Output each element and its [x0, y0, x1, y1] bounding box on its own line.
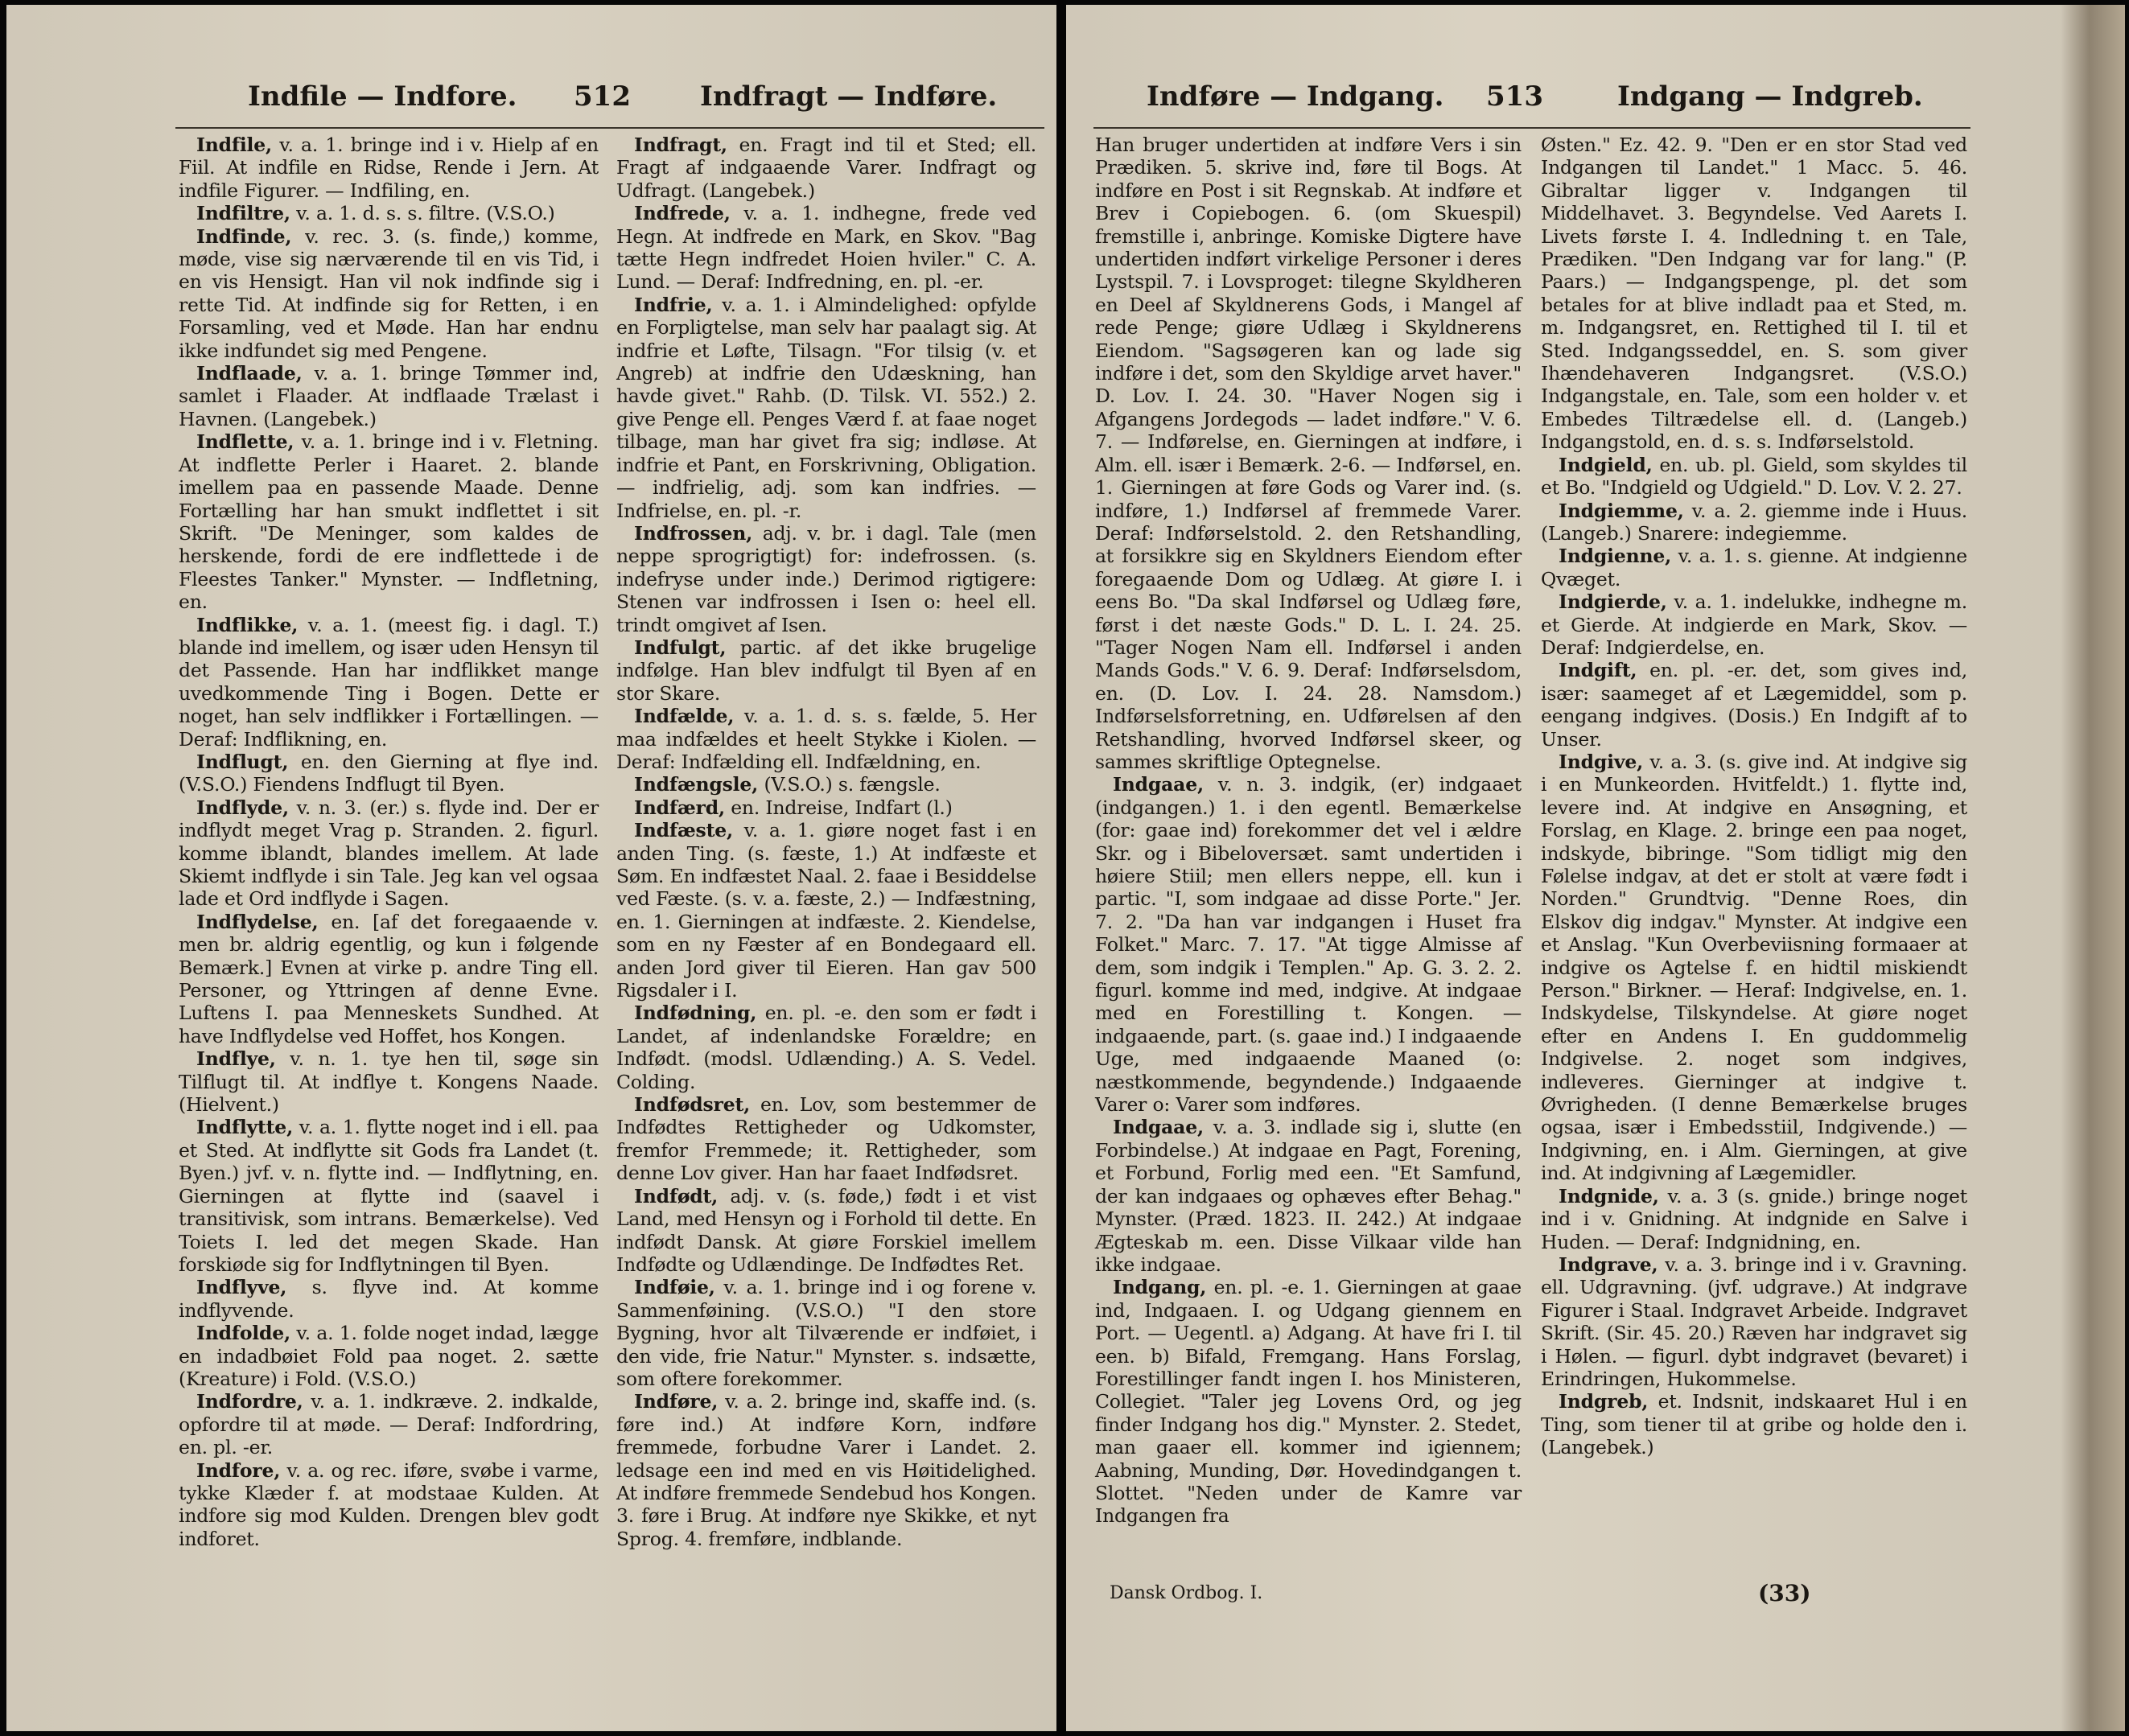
entry-definition: v. a. 1. i Almindelighed: opfylde en Forpligtelse, man selv har paalagt sig. At indfrie et Løfte, Tilsagn. "For tilsig (v. et Angreb) at indfrie den Udæskning, han havde givet." Rahb. (D. Tilsk. VI. 552.) 2. give Penge ell. Penges Værd f. at faae noget tilbage, man har givet fra sig; indløse. At indfrie et Pant, en Forskrivning, Obligation. — indfrielig, adj. som kan indfries. — Indfrielse, en. pl. -r. [616, 293, 1036, 522]
entry-headword: Indfrossen, [634, 521, 753, 545]
dictionary-entry [1541, 500, 1967, 545]
dictionary-entry [1541, 1253, 1967, 1390]
entry-headword: Indfrie, [634, 293, 713, 316]
entry-definition: v. a. 1. (meest fig. i dagl. T.) blande ind imellem, og især uden Hensyn til det Passende. Han har indflikket mange uvedkommende Ting i Bogen. Dette er noget, han selv indflikker i Fortællingen. — Deraf: Indflikning, en. [179, 613, 599, 751]
entry-headword: Indgift, [1559, 659, 1637, 682]
entry-definition: en. pl. -e. den som er født i Landet, af indenlandske Forældre; en Indfødt. (modsl. Udlænding.) A. S. Vedel. Colding. [616, 1002, 1036, 1093]
entry-definition: v. a. 2. bringe ind, skaffe ind. (s. føre ind.) At indføre Korn, indføre fremmede, forbudne Varer i Landet. 2. ledsage een ind med en vis Høitidelighed. At indføre fremmede Sendebud hos Kongen. 3. føre i Brug. At indføre nye Skikke, et nyt Sprog. 4. fremføre, indblande. [616, 1390, 1036, 1550]
sheet-folio: (33) [1758, 1580, 1811, 1606]
entry-definition: v. a. og rec. iføre, svøbe i varme, tykke Klæder f. at modstaae Kulden. At indfore sig mod Kulden. Drengen blev godt indforet. [179, 1458, 599, 1550]
entry-headword: Indflye, [196, 1047, 276, 1071]
left-page-header [6, 80, 1056, 129]
entry-headword: Indgienne, [1559, 545, 1672, 568]
entry-headword: Indfore, [196, 1458, 281, 1482]
dictionary-entry [616, 705, 1036, 773]
entry-headword: Indfolde, [196, 1322, 290, 1345]
dictionary-entry [1541, 659, 1967, 751]
entry-headword: Indfærd, [634, 796, 725, 819]
right-page-column-1 [1095, 134, 1522, 1528]
entry-definition: en. den Gierning at flye ind. (V.S.O.) Fiendens Indflugt til Byen. [179, 750, 599, 796]
dictionary-entry [616, 1390, 1036, 1550]
dictionary-entry [1541, 1390, 1967, 1458]
entry-definition: v. a. 1. bringe ind i v. Hielp af en Fiil. At indfile en Ridse, Rende i Jern. At indfile Figurer. — Indfiling, en. [179, 134, 599, 202]
entry-definition: en. Fragt ind til et Sted; ell. Fragt af indgaaende Varer. Indfragt og Udfragt. (Langebek.) [616, 134, 1036, 202]
entry-definition: v. a. 3. indlade sig i, slutte (en Forbindelse.) At indgaae en Pagt, Forening, et Forbund, Forlig med een. "Et Samfund, der kan indgaaes og ophæves efter Behag." Mynster. (Præd. 1823. II. 242.) At indgaae Ægteskab m. een. Disse Vilkaar vilde han ikke indgaae. [1095, 1116, 1522, 1276]
entry-headword: Indflette, [196, 430, 294, 454]
dictionary-entry [1095, 1116, 1522, 1276]
dictionary-entry [179, 1459, 599, 1551]
dictionary-entry [616, 134, 1036, 202]
left-page-column-2 [616, 134, 1036, 1550]
entry-definition: v. a. 3. bringe ind i v. Gravning. ell. Udgravning. (jvf. udgrave.) At indgrave Figurer i Staal. Indgravet Arbeide. Indgravet Skrift. (Sir. 45. 20.) Ræven har indgravet sig i Hølen. — figurl. dybt indgravet (bevaret) i Erindringen, Hukommelse. [1541, 1253, 1967, 1390]
entry-headword: Indføie, [634, 1276, 715, 1299]
signature-line: Dansk Ordbog. I. [1110, 1583, 1263, 1603]
right-header-guide-left: Indføre — Indgang. [1147, 80, 1444, 113]
entry-definition: partic. af det ikke brugelige indfølge. Han blev indfulgt til Byen af en stor Skare. [616, 636, 1036, 705]
dictionary-entry [616, 1093, 1036, 1185]
entry-headword: Indfødsret, [634, 1093, 751, 1117]
entry-headword: Indgaae, [1113, 773, 1204, 796]
dictionary-entry [179, 1276, 599, 1322]
right-header-guide-right: Indgang — Indgreb. [1617, 80, 1923, 113]
left-page [6, 5, 1056, 1731]
dictionary-entry [616, 522, 1036, 636]
dictionary-entry [1541, 590, 1967, 659]
entry-headword: Indfæste, [634, 819, 733, 842]
entry-definition: v. a. 1. bringe ind i og forene v. Sammenføining. (V.S.O.) "I den store Bygning, hvor alt Tilværende er indføiet, i den vide, frie Natur." Mynster. s. indsætte, som oftere forekommer. [616, 1276, 1036, 1390]
dictionary-entry [1095, 1276, 1522, 1527]
entry-definition: v. a. 1. indhegne, frede ved Hegn. At indfrede en Mark, en Skov. "Bag tætte Hegn indfredet Hoien hviler." C. A. Lund. — Deraf: Indfredning, en. pl. -er. [616, 202, 1036, 294]
entry-headword: Indgang, [1113, 1276, 1207, 1299]
dictionary-entry [1541, 545, 1967, 590]
dictionary-entry [1541, 1185, 1967, 1253]
entry-definition: adj. v. br. i dagl. Tale (men neppe sprogrigtigt) for: indefrossen. (s. indefryse under inde.) Derimod rigtigere: Stenen var indfrossen i Isen o: heel ell. trindt omgivet af Isen. [616, 521, 1036, 636]
entry-headword: Indfinde, [196, 224, 292, 248]
entry-headword: Indfælde, [634, 705, 735, 728]
right-page-number: 513 [1486, 80, 1543, 113]
entry-definition: v. a. 3. (s. give ind. At indgive sig i en Munkeorden. Hvitfeldt.) 1. flytte ind, levere ind. At indgive en Ansøgning, et Forslag, en Klage. 2. bringe een paa noget, indskyde, bibringe. "Som tidligt mig den Følelse indgav, at det er stolt at være født i Norden." Grundtvig. "Denne Roes, din Elskov dig indgav." Mynster. At indgive een et Anslag. "Kun Overbeviisning formaaer at indgive os Agtelse f. en hidtil miskiendt Person." Birkner. — Heraf: Indgivelse, en. 1. Indskydelse, Tilskyndelse. At giøre noget efter en Andens I. En guddommelig Indgivelse. 2. noget som indgives, indleveres. Gierninger at indgive t. Øvrigheden. (I denne Bemærkelse bruges ogsaa, især i Embedsstiil, Indgivende.) — Indgivning, en. i Alm. Gierningen, at give ind. At indgivning af Lægemidler. [1541, 750, 1967, 1185]
left-page-number: 512 [574, 80, 631, 113]
right-page [1066, 5, 2125, 1731]
dictionary-entry [616, 636, 1036, 705]
dictionary-entry [179, 1390, 599, 1458]
entry-definition: v. n. 3. (er.) s. flyde ind. Der er indflydt meget Vrag p. Stranden. 2. figurl. komme iblandt, blandes imellem. At lade Skiemt indflyde i sin Tale. Jeg kan vel ogsaa lade et Ord indflyde i Sagen. [179, 796, 599, 911]
entry-definition: v. a. 1. folde noget indad, lægge en indadbøiet Fold paa noget. 2. sætte (Kreature) i Fold. (V.S.O.) [179, 1322, 599, 1390]
entry-definition: v. a. 1. indelukke, indhegne m. et Gierde. At indgierde en Mark, Skov. — Deraf: Indgierdelse, en. [1541, 590, 1967, 659]
entry-definition: v. a. 1. d. s. s. fælde, 5. Her maa indfældes et heelt Stykke i Kiolen. — Deraf: Indfælding ell. Indfældning, en. [616, 705, 1036, 773]
entry-headword: Indfiltre, [196, 202, 290, 225]
right-page-header [1066, 80, 2125, 129]
dictionary-entry [616, 1276, 1036, 1390]
entry-headword: Indgrave, [1559, 1253, 1658, 1276]
entry-definition: adj. v. (s. føde,) født i et vist Land, med Hensyn og i Forhold til dette. En indfødt Dansk. At giøre Forskiel imellem Indfødte og Udlændinge. De Indfødtes Ret. [616, 1184, 1036, 1276]
entry-headword: Indfulgt, [634, 636, 727, 659]
entry-definition: v. rec. 3. (s. finde,) komme, møde, vise sig nærværende til en vis Tid, i en vis Hensigt. Han vil nok indfinde sig i rette Tid. At indfinde sig for Retten, i en Forsamling, ved et Møde. Han har endnu ikke indfundet sig med Pengene. [179, 224, 599, 362]
dictionary-entry [179, 1047, 599, 1116]
dictionary-entry [616, 1185, 1036, 1277]
entry-headword: Indgiemme, [1559, 499, 1684, 522]
entry-headword: Indfødt, [634, 1184, 719, 1207]
dictionary-entry [1541, 134, 1967, 454]
entry-headword: Indgreb, [1559, 1390, 1649, 1413]
entry-definition: v. n. 3. indgik, (er) indgaaet (indgangen.) 1. i den egentl. Bemærkelse (for: gaae ind) forekommer det vel i ældre Skr. og i Bibeloversæt. samt undertiden i høiere Stiil; men ellers neppe, ell. kun i partic. "I, som indgaae ad disse Porte." Jer. 7. 2. "Da han var indgangen i Huset fra Folket." Marc. 7. 17. "At tigge Almisse af dem, som indgik i Templen." Ap. G. 3. 2. 2. figurl. komme ind med, indgive. At indgaae med en Forestilling t. Kongen. — indgaaende, part. (s. gaae ind.) I indgaaende Uge, med indgaaende Maaned (o: næstkommende, begyndende.) Indgaaende Varer o: Varer som indføres. [1095, 773, 1522, 1117]
dictionary-entry [179, 225, 599, 362]
entry-definition: v. a. 1. bringe Tømmer ind, samlet i Flaader. At indflaade Trælast i Havnen. (Langebek.) [179, 362, 599, 430]
entry-headword: Indgive, [1559, 750, 1644, 773]
entry-definition: v. a. 1. indkræve. 2. indkalde, opfordre til at møde. — Deraf: Indfordring, en. pl. -er. [179, 1390, 599, 1459]
left-header-guide-right: Indfragt — Indføre. [700, 80, 998, 113]
entry-definition: (V.S.O.) s. fængsle. [764, 773, 941, 796]
entry-definition: s. flyve ind. At komme indflyvende. [179, 1276, 599, 1322]
dictionary-entry [179, 134, 599, 202]
entry-headword: Indgield, [1559, 453, 1653, 476]
entry-headword: Indfordre, [196, 1390, 303, 1413]
entry-definition: en. ub. pl. Gield, som skyldes til et Bo. "Indgield og Udgield." D. Lov. V. 2. 27. [1541, 453, 1967, 500]
entry-headword: Indflikke, [196, 613, 299, 636]
entry-definition: Østen." Ez. 42. 9. "Den er en stor Stad ved Indgangen til Landet." 1 Macc. 5. 46. Gibraltar ligger v. Indgangen til Middelhavet. 3. Begyndelse. Ved Aarets I. Livets første I. 4. Indledning t. en Tale, Prædiken. "Den Indgang var for lang." (P. Paars.) — Indgangspenge, pl. det som betales for at blive indladt paa et Sted, m. m. Indgangsret, en. Rettighed til I. til et Sted. Indgangsseddel, en. S. som giver Ihændehaveren Indgangsret. (V.S.O.) Indgangstale, en. Tale, som een holder v. et Embedes Tiltrædelse ell. d. (Langeb.) Indgangstold, en. d. s. s. Indførselstold. [1541, 134, 1967, 454]
entry-headword: Indfragt, [634, 134, 727, 156]
dictionary-entry [179, 796, 599, 911]
entry-headword: Indgaae, [1113, 1116, 1204, 1139]
dictionary-entry [179, 1322, 599, 1390]
entry-definition: v. a. 2. giemme inde i Huus. (Langeb.) Snarere: indegiemme. [1541, 499, 1967, 545]
entry-headword: Indgnide, [1559, 1184, 1659, 1207]
dictionary-entry [616, 202, 1036, 294]
left-header-rule [175, 127, 1044, 129]
entry-headword: Indfrede, [634, 202, 731, 225]
entry-headword: Indføre, [634, 1390, 719, 1413]
dictionary-entry [616, 796, 1036, 819]
dictionary-entry [616, 773, 1036, 796]
dictionary-entry [179, 911, 599, 1047]
dictionary-entry [616, 819, 1036, 1002]
dictionary-entry [179, 202, 599, 224]
entry-definition: en. pl. -er. det, som gives ind, især: saameget af et Lægemiddel, som p. eengang indgives. (Dosis.) En Indgift af to Unser. [1541, 659, 1967, 751]
entry-definition: v. a. 1. s. gienne. At indgienne Qvæget. [1541, 545, 1967, 590]
dictionary-entry [1095, 134, 1522, 773]
entry-headword: Indflyve, [196, 1276, 287, 1299]
dictionary-entry [179, 362, 599, 430]
entry-definition: en. Indreise, Indfart (l.) [731, 796, 953, 819]
dictionary-entry [179, 430, 599, 613]
entry-definition: v. n. 1. tye hen til, søge sin Tilflugt til. At indflye t. Kongens Naade. (Hielvent.) [179, 1047, 599, 1117]
left-page-column-1 [179, 134, 599, 1550]
dictionary-entry [616, 1002, 1036, 1093]
entry-definition: v. a. 3 (s. gnide.) bringe noget ind i v. Gnidning. At indgnide en Salve i Huden. — Deraf: Indgnidning, en. [1541, 1184, 1967, 1253]
entry-definition: et. Indsnit, indskaaret Hul i en Ting, som tiener til at gribe og holde den i. (Langebek.) [1541, 1390, 1967, 1459]
entry-definition: v. a. 1. giøre noget fast i en anden Ting. (s. fæste, 1.) At indfæste et Søm. En indfæstet Naal. 2. faae i Besiddelse ved Fæste. (s. v. a. fæste, 2.) — Indfæstning, en. 1. Gierningen at indfæste. 2. Kiendelse, som en ny Fæster af en Bondegaard ell. anden Jord giver til Eieren. Han gav 500 Rigsdaler i I. [616, 819, 1036, 1002]
entry-definition: v. a. 1. d. s. s. filtre. (V.S.O.) [296, 202, 555, 225]
entry-headword: Indflaade, [196, 362, 303, 385]
dictionary-entry [179, 1116, 599, 1276]
entry-definition: Han bruger undertiden at indføre Vers i sin Prædiken. 5. skrive ind, føre til Bogs. At indføre en Post i sit Regnskab. At indføre et Brev i Copiebogen. 6. (om Skuespil) fremstille i, anbringe. Komiske Digtere have undertiden indført virkelige Personer i deres Lystspil. 7. i Lovsproget: tilegne Skyldheren en Deel af Skyldnerens Gods, i Mangel af rede Penge; giøre Udlæg i Skyldnerens Eiendom. "Sagsøgeren kan og lade sig indføre i det, som den Skyldige arvet haver." D. Lov. I. 24. 30. "Haver Nogen sig i Afgangens Jordegods — ladet indføre." V. 6. 7. — Indførelse, en. Gierningen at indføre, i Alm. ell. især i Bemærk. 2-6. — Indførsel, en. 1. Gierningen at føre Gods og Varer ind. (s. indføre, 1.) Indførsel af fremmede Varer. Deraf: Indførselstold. 2. den Retshandling, at forsikkre sig en Skyldners Eiendom efter foregaaende Dom og Udlæg. At giøre I. i eens Bo. "Da skal Indførsel og Udlæg føre, først i det næste Gods." D. L. I. 24. 25. "Tager Nogen Nam ell. Indførsel i anden Mands Gods." V. 6. 9. Deraf: Indførselsdom, en. (D. Lov. I. 24. 28. Namsdom.) Indførselsforretning, en. Udførelsen af den Retshandling, hvorved Indførsel skeer, og sammes skriftlige Optegnelse. [1095, 134, 1522, 773]
dictionary-entry [179, 614, 599, 751]
entry-definition: en. pl. -e. 1. Gierningen at gaae ind, Indgaaen. I. og Udgang giennem en Port. — Uegentl. a) Adgang. At have fri I. til een. b) Bifald, Fremgang. Hans Forslag, Forestillinger fandt ingen I. hos Ministeren, Collegiet. "Taler jeg Lovens Ord, og jeg finder Indgang hos dig." Mynster. 2. Stedet, man gaaer ell. kommer ind igiennem; Aabning, Munding, Dør. Hovedindgangen t. Slottet. "Neden under de Kamre var Indgangen fra [1095, 1276, 1522, 1528]
entry-headword: Indfødning, [634, 1002, 757, 1025]
dictionary-entry [616, 294, 1036, 522]
right-header-rule [1093, 127, 1970, 129]
book-gutter [1056, 0, 1066, 1736]
entry-headword: Indfængsle, [634, 773, 759, 796]
dictionary-entry [1541, 751, 1967, 1185]
entry-definition: en. [af det foregaaende v. men br. aldrig egentlig, og kun i følgende Bemærk.] Evnen at virke p. andre Ting ell. Personer, og Yttringen af denne Evne. Luftens I. paa Menneskets Sundhed. At have Indflydelse ved Hoffet, hos Kongen. [179, 910, 599, 1047]
entry-definition: v. a. 1. bringe ind i v. Fletning. At indflette Perler i Haaret. 2. blande imellem paa en passende Maade. Denne Fortælling har han smukt indflettet i sit Skrift. "De Meninger, som kaldes de herskende, fordi de ere indflettede i de Fleestes Tanker." Mynster. — Indfletning, en. [179, 430, 599, 614]
entry-headword: Indflugt, [196, 750, 289, 773]
dictionary-entry [1541, 454, 1967, 500]
dictionary-entry [179, 751, 599, 796]
entry-definition: v. a. 1. flytte noget ind i ell. paa et Sted. At indflytte sit Gods fra Landet (t. Byen.) jvf. v. n. flytte ind. — Indflytning, en. Gierningen at flytte ind (saavel i transitivisk, som intrans. Bemærkelse). Ved Toiets I. led det megen Skade. Han forskiøde sig for Indflytningen til Byen. [179, 1116, 599, 1276]
entry-headword: Indflyde, [196, 796, 289, 819]
right-page-column-2 [1541, 134, 1967, 1459]
entry-headword: Indflytte, [196, 1116, 294, 1139]
entry-definition: en. Lov, som bestemmer de Indfødtes Rettigheder og Udkomster, fremfor Fremmede; it. Rettigheder, som denne Lov giver. Han har faaet Indfødsret. [616, 1093, 1036, 1185]
dictionary-entry [1095, 773, 1522, 1116]
entry-headword: Indfile, [196, 134, 273, 156]
entry-headword: Indflydelse, [196, 910, 319, 933]
entry-headword: Indgierde, [1559, 590, 1667, 614]
left-header-guide-left: Indfile — Indfore. [248, 80, 517, 113]
